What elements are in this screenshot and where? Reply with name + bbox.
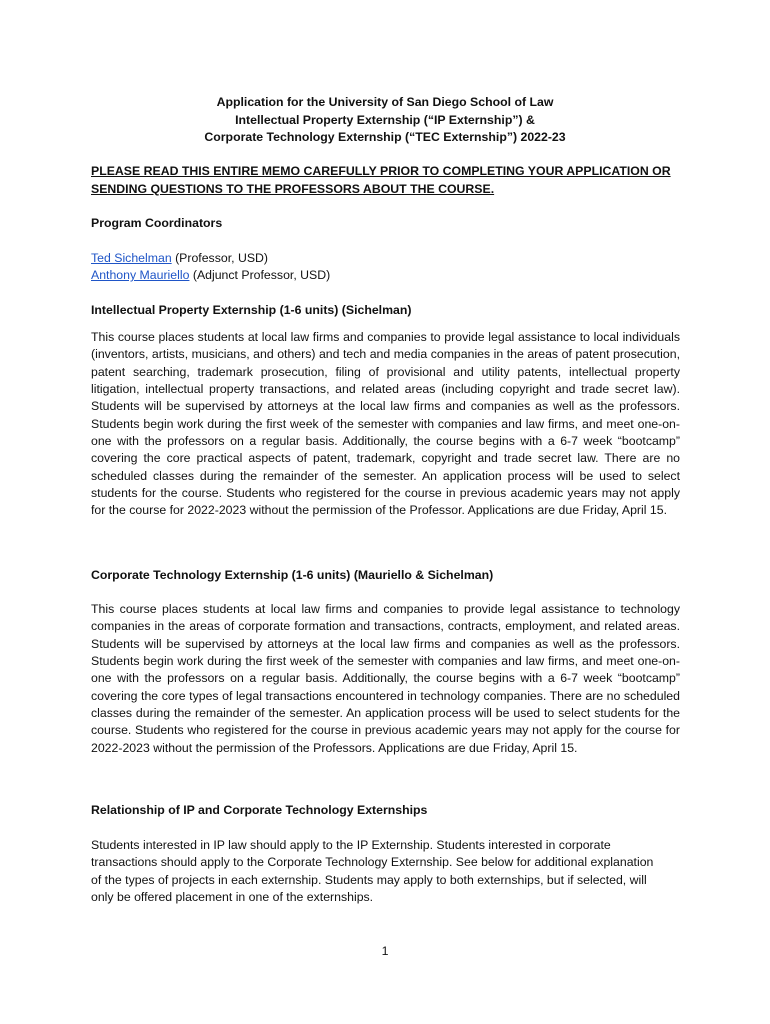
coordinator-item — [91, 250, 268, 268]
coordinator-link-mauriello[interactable]: Anthony Mauriello — [91, 268, 190, 282]
relationship-line: Students interested in IP law should apply to the IP Externship. Students interested in corporate — [91, 838, 611, 852]
notice-line-2: SENDING QUESTIONS TO THE PROFESSORS ABOUT THE COURSE. — [91, 181, 495, 196]
relationship-description — [91, 837, 680, 906]
program-coordinators-heading: Program Coordinators — [91, 216, 223, 230]
notice-line-1: PLEASE READ THIS ENTIRE MEMO CAREFULLY PRIOR TO COMPLETING YOUR APPLICATION OR — [91, 164, 671, 178]
title-line-2: Intellectual Property Externship (“IP Externship”) & — [235, 112, 535, 127]
coordinator-role: (Adjunct Professor, USD) — [189, 268, 331, 282]
coordinator-link-sichelman[interactable]: Ted Sichelman — [91, 251, 172, 265]
relationship-heading: Relationship of IP and Corporate Technology Externships — [91, 803, 428, 817]
ip-externship-heading: Intellectual Property Externship (1-6 units) (Sichelman) — [91, 303, 412, 317]
title-line-3: Corporate Technology Externship (“TEC Externship”) 2022-23 — [204, 130, 566, 144]
coordinator-role: (Professor, USD) — [171, 251, 269, 265]
read-memo-notice — [91, 163, 691, 198]
relationship-line: of the types of projects in each externship. Students may apply to both externships, but if selected, will — [91, 872, 647, 887]
relationship-line: only be offered placement in one of the externships. — [91, 890, 374, 905]
tec-externship-description: This course places students at local law firms and companies to provide legal assistance to technology companies in the areas of corporate formation and transactions, contracts, employment, and related areas. Students will be supervised by attorneys at the local law firms and companies as well as the professors. Students begin work during the first week of the semester with companies and law firms, and meet one-on-one with the professors on a regular basis. Additionally, the course begins with a 6-7 week “bootcamp” covering the core types of legal transactions encountered in technology companies. There are no scheduled classes during the remainder of the semester. An application process will be used to select students for the course. Students who registered for the course in previous academic years may not apply for the course for 2022-2023 without the permission of the Professors. Applications are due Friday, April 15. — [91, 602, 680, 755]
relationship-line: transactions should apply to the Corporate Technology Externship. See below for additional explanation — [91, 855, 654, 870]
ip-externship-description: This course places students at local law firms and companies to provide legal assistance to local individuals (inventors, artists, musicians, and others) and tech and media companies in the areas of patent prosecution, patent searching, trademark prosecution, filing of provisional and utility patents, intellectual property litigation, intellectual property transactions, and related areas (including copyright and trade secret law). Students will be supervised by attorneys at the local law firms and companies as well as the professors. Students begin work during the first week of the semester with companies and law firms, and meet one-on-one with the professors on a regular basis. Additionally, the course begins with a 6-7 week “bootcamp” covering the core practical aspects of patent, trademark, copyright and trade secret law. There are no scheduled classes during the remainder of the semester. An application process will be used to select students for the course. Students who registered for the course in previous academic years may not apply for the course for 2022-2023 without the permission of the Professor. Applications are due Friday, April 15. — [91, 330, 680, 518]
coordinator-item — [91, 267, 330, 285]
tec-externship-heading: Corporate Technology Externship (1-6 units) (Mauriello & Sichelman) — [91, 568, 494, 582]
page-number: 1 — [381, 944, 389, 958]
document-title — [90, 94, 680, 147]
title-line-1: Application for the University of San Diego School of Law — [216, 95, 554, 109]
